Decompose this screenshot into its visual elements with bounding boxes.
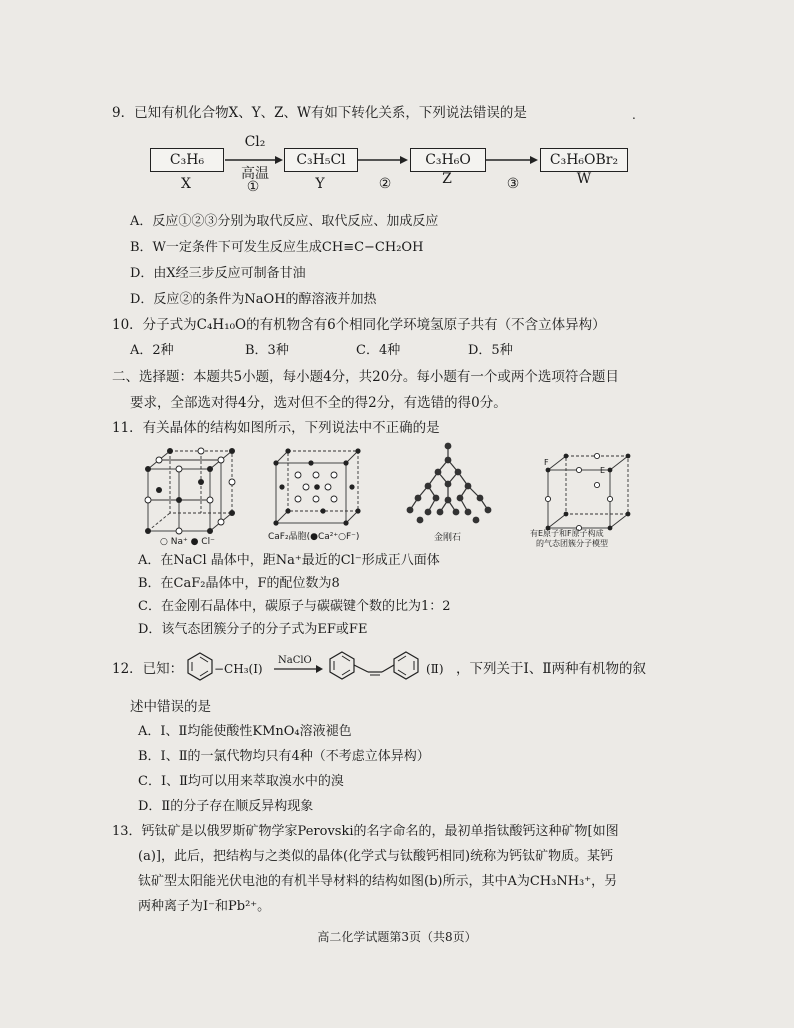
q9-option-b: B．W一定条件下可发生反应生成CH≡C−CH₂OH	[130, 240, 424, 255]
q9-box-x: C₃H₆	[150, 148, 224, 172]
q13-line2: (a)]，此后，把结构与之类似的晶体(化学式与钛酸钙相同)统称为钙钛矿物质。某钙	[138, 849, 614, 864]
stilbene-structure	[328, 648, 428, 684]
q12-option-d: D．Ⅱ的分子存在顺反异构现象	[138, 799, 314, 814]
q12-stem-tail: ，下列关于Ⅰ、Ⅱ两种有机物的叙	[456, 661, 647, 677]
q11-option-c: C．在金刚石晶体中，碳原子与碳碳键个数的比为1：2	[138, 599, 451, 614]
q11-option-d: D．该气态团簇分子的分子式为EF或FE	[138, 622, 368, 637]
q9-option-c: D．由X经三步反应可制备甘油	[130, 266, 306, 281]
cluster-caption-line2: 的气态团簇分子模型	[536, 539, 608, 548]
q9-option-d: D．反应②的条件为NaOH的醇溶液并加热	[130, 292, 377, 307]
q9-trailing-mark: .	[632, 108, 636, 122]
cluster-cube	[540, 452, 640, 532]
q10-stem: 10．分子式为C₄H₁₀O的有机物含有6个相同化学环境氢原子共有（不含立体异构）	[112, 317, 606, 333]
q12-reaction-arrow	[272, 664, 324, 674]
q9-stem: 9．已知有机化合物X、Y、Z、W有如下转化关系，下列说法错误的是	[112, 105, 527, 121]
q9-arrow1-condition: 高温	[241, 166, 269, 182]
q12-reagent: NaClO	[278, 655, 312, 666]
diamond-lattice	[398, 440, 498, 528]
q13-line1: 13．钙钛矿是以俄罗斯矿物学家Perovski的名字命名的，最初单指钛酸钙这种矿物[如图	[112, 824, 619, 839]
q13-line4: 两种离子为I⁻和Pb²⁺。	[138, 899, 271, 914]
nacl-legend: ○ Na⁺ ● Cl⁻	[160, 537, 215, 547]
q12-molecule-i-label: −CH₃(Ⅰ)	[214, 662, 263, 676]
q12-prefix: 12．已知：	[112, 661, 184, 677]
cluster-caption-line1: 有E原子和F原子构成	[530, 529, 604, 538]
cluster-label-f: F	[544, 458, 549, 467]
section2-line2: 要求，全部选对得4分，选对但不全的得2分，有选错的得0分。	[130, 395, 507, 411]
q9-label-z: Z	[442, 171, 452, 187]
q12-molecule-ii-label: (Ⅱ)	[426, 662, 444, 676]
q9-reaction-scheme	[150, 134, 630, 198]
q12-option-c: C．Ⅰ、Ⅱ均可以用来萃取溴水中的溴	[138, 774, 344, 789]
q10-option-c: C．4种	[356, 343, 401, 358]
q12-option-b: B．Ⅰ、Ⅱ的一氯代物均只有4种（不考虑立体异构）	[138, 749, 430, 764]
section2-line1: 二、选择题：本题共5小题，每小题4分，共20分。每小题有一个或两个选项符合题目	[112, 369, 619, 385]
q9-label-x: X	[181, 176, 191, 192]
diamond-crystal-figure	[398, 440, 498, 543]
q9-box-y: C₃H₅Cl	[284, 148, 358, 172]
caf2-caption: CaF₂晶胞(●Ca²⁺○F⁻)	[268, 532, 360, 542]
q9-box-z: C₃H₆O	[410, 148, 486, 172]
cluster-label-e: E	[600, 466, 606, 475]
q9-label-w: W	[576, 171, 592, 187]
q9-step-3: ③	[506, 176, 520, 192]
nacl-lattice	[140, 447, 240, 537]
q11-option-a: A．在NaCl 晶体中，距Na⁺最近的Cl⁻形成正八面体	[138, 553, 440, 568]
benzene-ring-1	[186, 651, 214, 681]
q9-option-a: A．反应①②③分别为取代反应、取代反应、加成反应	[130, 214, 439, 229]
q9-step-1: ①	[246, 179, 260, 195]
q9-arrow1-reagent: Cl₂	[244, 134, 266, 150]
page-footer: 高二化学试题第3页（共8页）	[317, 930, 477, 944]
q10-option-d: D．5种	[468, 343, 513, 358]
nacl-crystal-figure	[140, 447, 240, 547]
diamond-caption: 金刚石	[434, 533, 462, 543]
caf2-lattice	[268, 447, 368, 527]
q9-label-y: Y	[315, 176, 325, 192]
q13-line3: 钛矿型太阳能光伏电池的有机半导材料的结构如图(b)所示，其中A为CH₃NH₃⁺，另	[138, 874, 618, 889]
q9-box-w: C₃H₆OBr₂	[540, 148, 628, 172]
cluster-molecule-figure	[530, 452, 640, 548]
q9-step-2: ②	[378, 176, 392, 192]
caf2-crystal-figure	[268, 447, 368, 542]
q10-option-b: B．3种	[245, 343, 289, 358]
q11-stem: 11．有关晶体的结构如图所示，下列说法中不正确的是	[112, 420, 440, 436]
q11-option-b: B．在CaF₂晶体中，F的配位数为8	[138, 576, 340, 591]
q10-option-a: A．2种	[130, 343, 174, 358]
q12-stem-line2: 述中错误的是	[130, 699, 211, 715]
q12-option-a: A．Ⅰ、Ⅱ均能使酸性KMnO₄溶液褪色	[138, 724, 352, 739]
